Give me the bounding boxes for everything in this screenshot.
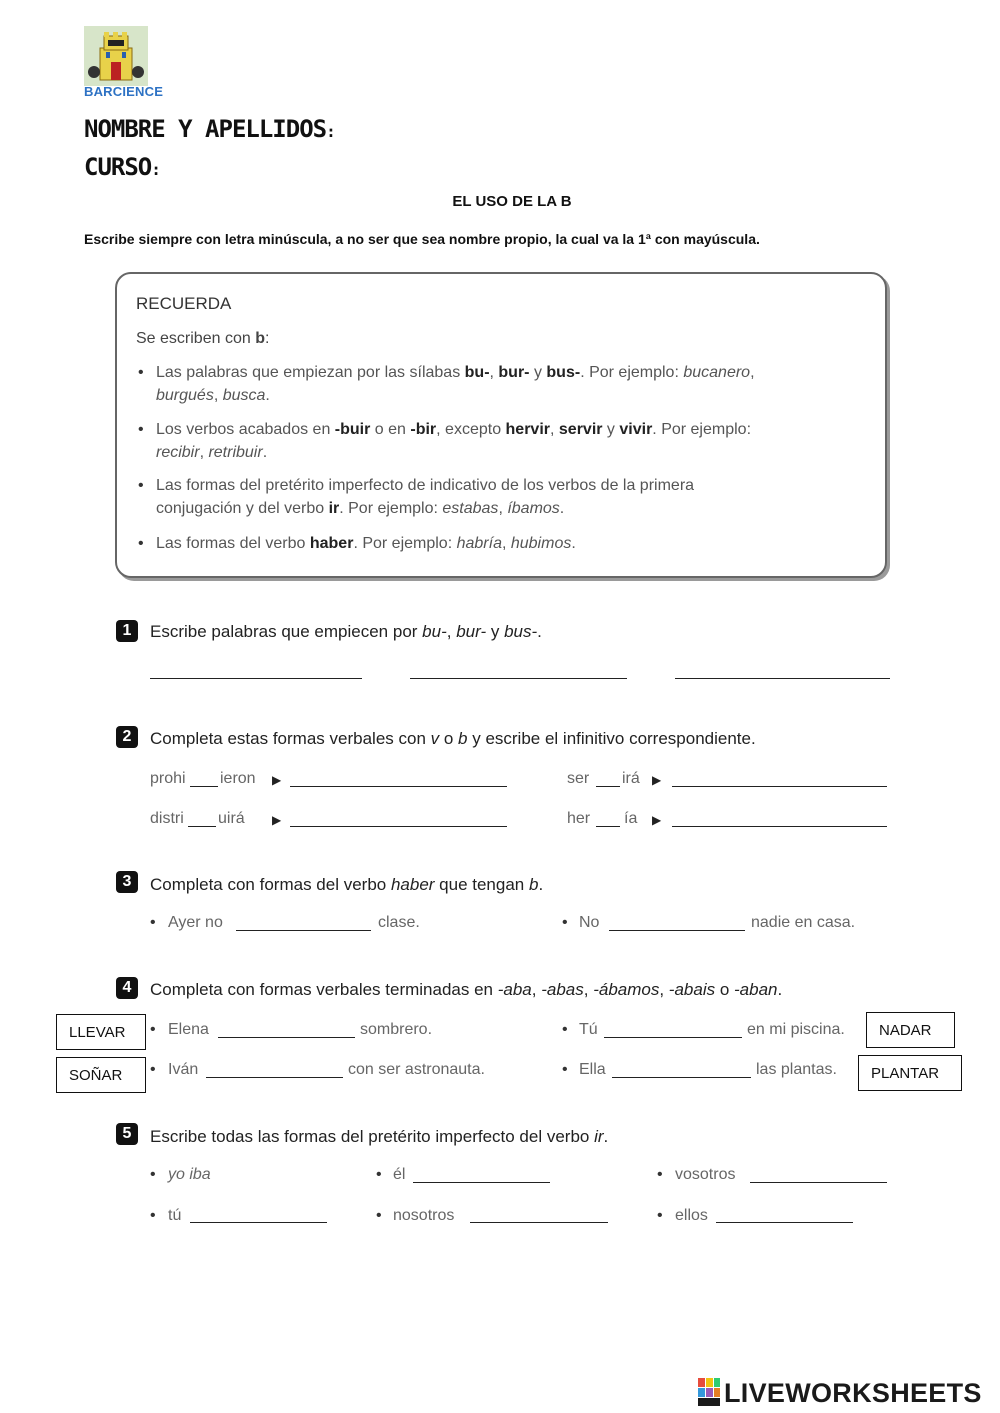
infinitive-answer-line[interactable]: [290, 786, 507, 787]
bullet: •: [150, 1061, 156, 1078]
exercise-number-3: 3: [116, 871, 138, 893]
rule-item: • Los verbos acabados en -buir o en -bir, excepto hervir, servir y vivir. Por ejemplo: recibir, retribuir.: [138, 421, 752, 461]
sentence-start: Elena: [168, 1021, 209, 1038]
verb-fragment-suffix: irá: [622, 770, 640, 787]
pronoun-label: él: [393, 1166, 406, 1183]
exercise-3-question: Completa con formas del verbo haber que tengan b.: [150, 875, 544, 894]
pronoun-label: tú: [168, 1207, 182, 1224]
verb-fragment-suffix: ía: [624, 810, 638, 827]
verb-fragment-suffix: uirá: [218, 810, 245, 827]
answer-line[interactable]: [675, 678, 890, 679]
bullet: •: [150, 1166, 156, 1183]
answer-line[interactable]: [150, 678, 362, 679]
letter-blank[interactable]: [596, 826, 620, 827]
verb-fragment-suffix: ieron: [220, 770, 256, 787]
liveworksheets-logo-icon: [698, 1378, 720, 1406]
letter-blank[interactable]: [190, 786, 218, 787]
letter-blank[interactable]: [188, 826, 216, 827]
document-title: EL USO DE LA B: [452, 193, 572, 210]
instructions: Escribe siempre con letra minúscula, a no ser que sea nombre propio, la cual va la 1ª con mayúscula.: [84, 231, 760, 247]
sentence-start: No: [579, 914, 600, 931]
answer-line[interactable]: [236, 930, 371, 931]
verb-fragment-prefix: prohi: [150, 770, 186, 787]
answer-line[interactable]: [470, 1222, 608, 1223]
answer-line[interactable]: [609, 930, 745, 931]
exercise-1-question: Escribe palabras que empiecen por bu-, bur- y bus-.: [150, 622, 542, 641]
recuerda-title: RECUERDA: [136, 294, 232, 313]
letter-blank[interactable]: [596, 786, 620, 787]
sentence-end: clase.: [378, 914, 420, 931]
bullet: •: [150, 914, 156, 931]
answer-line[interactable]: [716, 1222, 853, 1223]
sentence-end: con ser astronauta.: [348, 1061, 485, 1078]
verb-hint-box: LLEVAR: [56, 1014, 146, 1050]
answer-line[interactable]: [413, 1182, 550, 1183]
verb-hint-box: NADAR: [866, 1012, 955, 1048]
liveworksheets-brand[interactable]: LIVEWORKSHEETS: [724, 1378, 982, 1408]
exercise-number-2: 2: [116, 726, 138, 748]
exercise-4-question: Completa con formas verbales terminadas en -aba, -abas, -ábamos, -abais o -aban.: [150, 980, 783, 999]
bullet: •: [657, 1207, 663, 1224]
pronoun-label: nosotros: [393, 1207, 455, 1224]
exercise-number-5: 5: [116, 1123, 138, 1145]
sentence-end: nadie en casa.: [751, 914, 856, 931]
sentence-start: Ayer no: [168, 914, 223, 931]
bullet: •: [657, 1166, 663, 1183]
answer-line[interactable]: [612, 1077, 751, 1078]
answer-line[interactable]: [410, 678, 627, 679]
sentence-start: Ella: [579, 1061, 606, 1078]
verb-fragment-prefix: her: [567, 810, 591, 827]
sentence-start: Iván: [168, 1061, 199, 1078]
verb-hint-box: PLANTAR: [858, 1055, 962, 1091]
bullet: •: [376, 1207, 382, 1224]
bullet: •: [562, 1061, 568, 1078]
answer-line[interactable]: [206, 1077, 343, 1078]
verb-fragment-prefix: distri: [150, 810, 184, 827]
verb-hint-box: SOÑAR: [56, 1057, 146, 1093]
rule-item: • Las formas del pretérito imperfecto de indicativo de los verbos de la primera conjugación y del verbo ir. Por ejemplo: estabas, íbamos.: [138, 477, 695, 517]
answer-line[interactable]: [750, 1182, 887, 1183]
sentence-end: sombrero.: [360, 1021, 433, 1038]
bullet: •: [376, 1166, 382, 1183]
arrow-right-icon: ▶: [652, 773, 662, 787]
exercise-2-question: Completa estas formas verbales con v o b y escribe el infinitivo correspondiente.: [150, 729, 756, 748]
exercise-number-1: 1: [116, 620, 138, 642]
verb-fragment-prefix: ser: [567, 770, 590, 787]
answer-line[interactable]: [604, 1037, 742, 1038]
bullet: •: [562, 1021, 568, 1038]
logo-caption: BARCIENCE: [84, 84, 164, 99]
bullet: •: [150, 1021, 156, 1038]
rule-item: • Las formas del verbo haber. Por ejemplo: habría, hubimos.: [138, 535, 576, 552]
recuerda-intro: Se escriben con b:: [136, 330, 270, 347]
infinitive-answer-line[interactable]: [672, 786, 887, 787]
pronoun-label: ellos: [675, 1207, 708, 1224]
bullet: •: [562, 914, 568, 931]
sentence-end: en mi piscina.: [747, 1021, 845, 1038]
pronoun-label: vosotros: [675, 1166, 736, 1183]
sentence-start: Tú: [579, 1021, 598, 1038]
answer-line[interactable]: [218, 1037, 355, 1038]
infinitive-answer-line[interactable]: [290, 826, 507, 827]
rule-item: • Las palabras que empiezan por las sílabas bu-, bur- y bus-. Por ejemplo: bucanero, burgués, busca.: [138, 364, 755, 404]
barcience-coat-of-arms-logo: [84, 26, 148, 86]
arrow-right-icon: ▶: [272, 773, 282, 787]
arrow-right-icon: ▶: [272, 813, 282, 827]
course-field-label: CURSO:: [84, 153, 161, 181]
name-field-label: NOMBRE Y APELLIDOS:: [84, 115, 336, 143]
answer-line[interactable]: [190, 1222, 327, 1223]
exercise-number-4: 4: [116, 977, 138, 999]
bullet: •: [150, 1207, 156, 1224]
infinitive-answer-line[interactable]: [672, 826, 887, 827]
sentence-end: las plantas.: [756, 1061, 837, 1078]
arrow-right-icon: ▶: [652, 813, 662, 827]
pronoun-example: yo iba: [168, 1166, 211, 1183]
exercise-5-question: Escribe todas las formas del pretérito imperfecto del verbo ir.: [150, 1127, 609, 1146]
